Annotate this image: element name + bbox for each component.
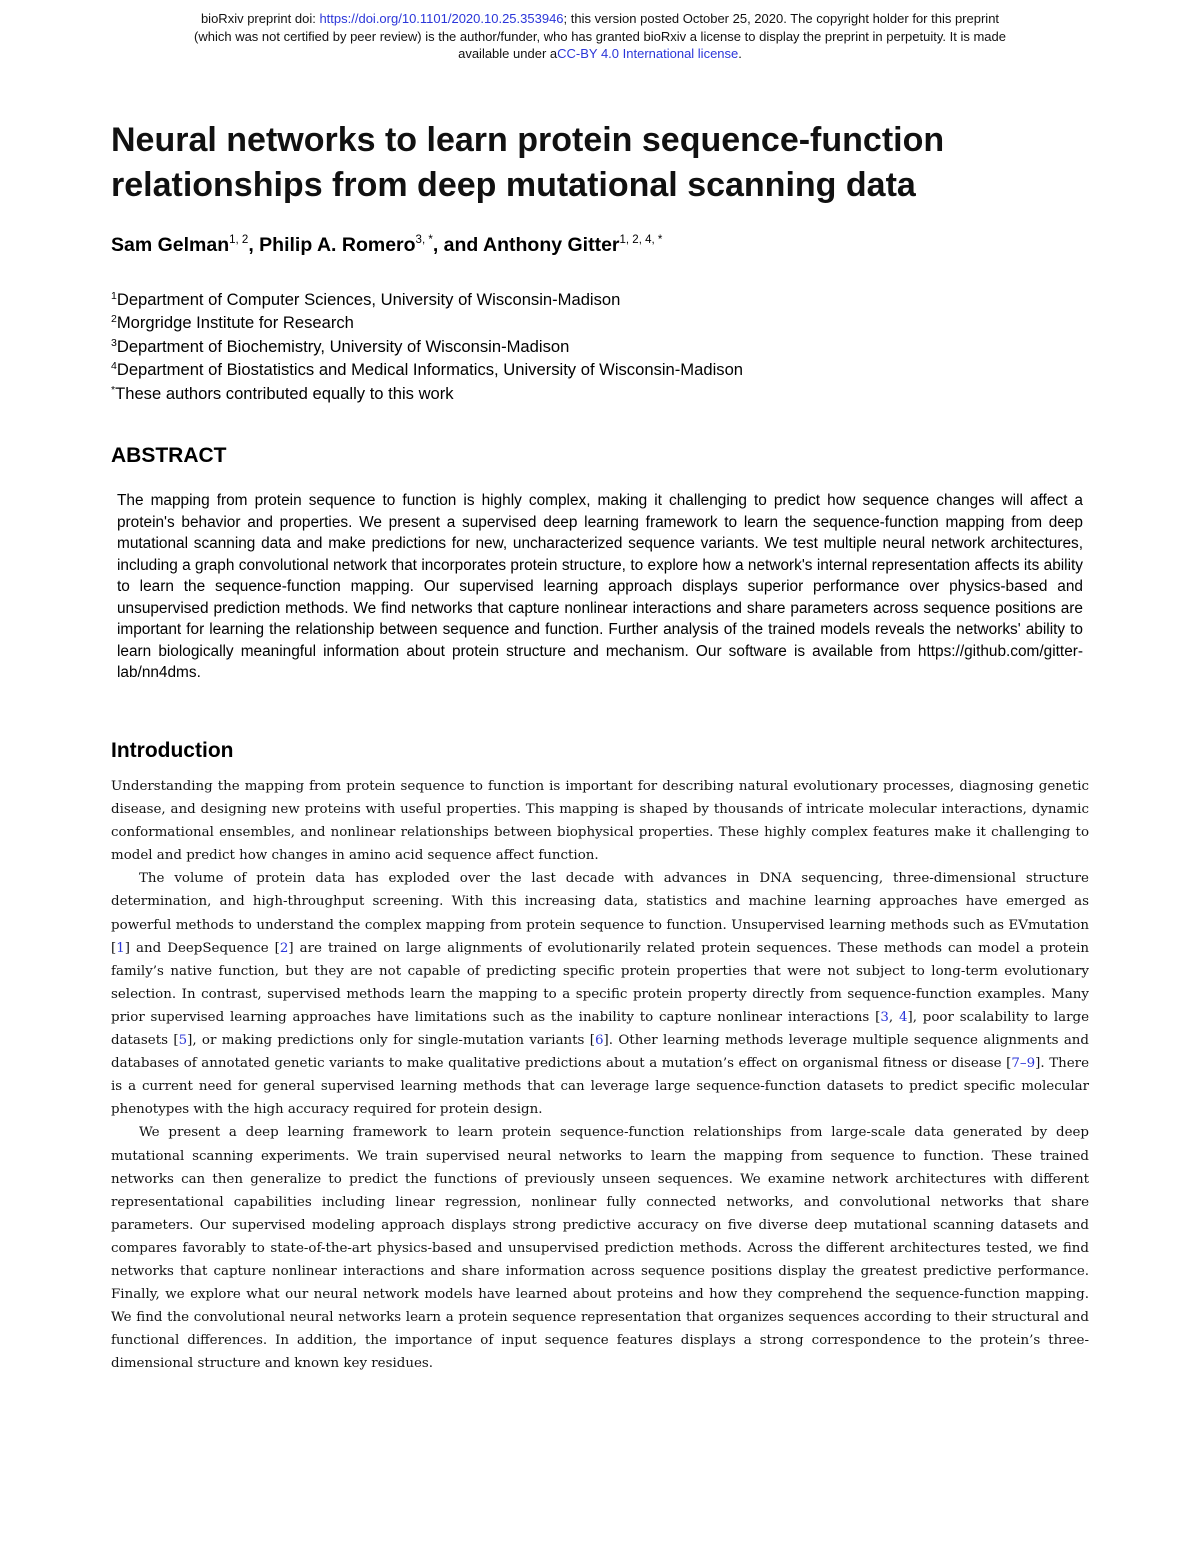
paragraph-text: We present a deep learning framework to learn protein sequence-function relationships from large-scale data generated by deep mutational scanning experiments. We train supervised neural networks to learn the mapping from sequence to function. These trained networks can then generalize to predict the functions of previously unseen sequences. We examine network architectures with different representational capabilities including linear regression, nonlinear fully connected networks, and convolutional networks that share parameters. Our supervised modeling approach displays strong predictive accuracy on five diverse deep mutational scanning datasets and compares favorably to state-of-the-art physics-based and unsupervised prediction methods. Across the different architectures tested, we find networks that capture nonlinear interactions and share information across sequence positions display the greatest predictive performance. Finally, we explore what our neural network models have learned about proteins and how they comprehend the sequence-function mapping. We find the convolutional neural networks learn a protein sequence representation that organizes sequences according to their structural and functional differences. In addition, the importance of input sequence features displays a strong correspondence to the protein’s three-dimensional structure and known key residues. bbox=[111, 1125, 1089, 1372]
paragraph-text: ], or making predictions only for single-mutation variants [ bbox=[187, 1033, 596, 1049]
paragraph-text: ], poor scalability to large datasets [ bbox=[111, 1009, 1089, 1049]
paragraph-text: ]. There is a current need for general supervised learning methods that can leverage large sequence-function datasets to predict specific molecular phenotypes with the high accuracy required for protein design. bbox=[111, 1056, 1090, 1118]
introduction-paragraph bbox=[111, 775, 1089, 867]
paragraph-text: ] and DeepSequence [ bbox=[124, 940, 280, 956]
citation-link[interactable]: 1 bbox=[116, 940, 125, 956]
author-affil-marks: 3, * bbox=[415, 234, 433, 246]
introduction-paragraph bbox=[111, 867, 1089, 1121]
license-link[interactable]: CC-BY 4.0 International license bbox=[557, 46, 739, 61]
paragraph-text: The volume of protein data has exploded over the last decade with advances in DNA sequencing, three-dimensional structure determination, and high-throughput screening. With this increasing data, statistics and machine learning approaches have emerged as powerful methods to understand the complex mapping from protein sequence to function. Unsupervised learning methods such as EVmutation [ bbox=[111, 871, 1089, 956]
citation-link[interactable]: 6 bbox=[595, 1033, 604, 1049]
affiliation-item: $^1$Department of Computer Sciences, University of Wisconsin-Madison bbox=[111, 290, 621, 309]
preprint-line-3: available under aCC-BY 4.0 International license. bbox=[458, 46, 742, 61]
affiliation-item: *These authors contributed equally to this work bbox=[111, 383, 454, 403]
introduction-paragraph bbox=[111, 1121, 1089, 1375]
title-line-2: relationships from deep mutational scanning data bbox=[111, 166, 916, 204]
abstract-text: The mapping from protein sequence to function is highly complex, making it challenging to predict how sequence changes will affect a protein's behavior and properties. We present a supervised deep learning framework to learn the sequence-function mapping from deep mutational scanning data and make predictions for new, uncharacterized sequence variants. We test multiple neural network architectures, including a graph convolutional network that incorporates protein structure, to explore how a network's internal representation affects its ability to learn the sequence-function mapping. Our supervised learning approach displays superior performance over physics-based and unsupervised prediction methods. We find networks that capture nonlinear interactions and share parameters across sequence positions are important for learning the relationship between sequence and function. Further analysis of the trained models reveals the networks' ability to learn biologically meaningful information about protein structure and mechanism. Our software is available from https://github.com/gitter-lab/nn4dms. bbox=[117, 492, 1083, 681]
preprint-notice bbox=[0, 10, 1200, 63]
paper-title bbox=[111, 118, 1111, 208]
citation-link[interactable]: 7–9 bbox=[1011, 1056, 1036, 1072]
author-name: Philip A. Romero bbox=[259, 234, 416, 256]
introduction-heading: Introduction bbox=[111, 739, 234, 762]
citation-link[interactable]: 2 bbox=[279, 940, 289, 956]
author-list: Sam Gelman$^{1, 2}$, Philip A. Romero$^{3, *}$, and Anthony Gitter$^{1, 2, 4, *}$ bbox=[111, 234, 663, 256]
affiliation-item: $^3$Department of Biochemistry, University of Wisconsin-Madison bbox=[111, 336, 570, 356]
affiliation-list bbox=[111, 288, 743, 405]
author-affil-marks: 1, 2, 4, * bbox=[619, 234, 663, 246]
title-line-1: Neural networks to learn protein sequence-function bbox=[111, 121, 945, 159]
author-name: Sam Gelman bbox=[111, 234, 230, 256]
paragraph-text: ] are trained on large alignments of evolutionarily related protein sequences. These methods can model a protein family’s native function, but they are not capable of predicting specific protein properties that were not subject to long-term evolutionary selection. In contrast, supervised methods learn the mapping to a specific protein property directly from sequence-function examples. Many prior supervised learning approaches have limitations such as the inability to capture nonlinear interactions [ bbox=[111, 940, 1089, 1025]
preprint-line-1: bioRxiv preprint doi: https://doi.org/10.1101/2020.10.25.353946; this version posted October 25, 2020. The copyright holder for this preprint bbox=[200, 11, 1000, 26]
citation-link[interactable]: 3 bbox=[880, 1009, 889, 1025]
preprint-line-2: (which was not certified by peer review) is the author/funder, who has granted bioRxiv a license to display the preprint in perpetuity. It is made bbox=[194, 28, 1006, 44]
paragraph-text: , bbox=[888, 1009, 899, 1025]
author-name: Anthony Gitter bbox=[483, 234, 620, 256]
affiliation-item: $^4$Department of Biostatistics and Medical Informatics, University of Wisconsin-Madison bbox=[111, 360, 744, 380]
introduction-body bbox=[111, 775, 1089, 1375]
citation-link[interactable]: 5 bbox=[178, 1033, 188, 1049]
paragraph-text: Understanding the mapping from protein sequence to function is important for describing natural evolutionary processes, diagnosing genetic disease, and designing new proteins with useful properties. This mapping is shaped by thousands of intricate molecular interactions, dynamic conformational ensembles, and nonlinear relationships between biophysical properties. These highly complex features make it challenging to model and predict how changes in amino acid sequence affect function. bbox=[111, 779, 1089, 864]
doi-link[interactable]: https://doi.org/10.1101/2020.10.25.353946 bbox=[319, 11, 564, 26]
author-affil-marks: 1, 2 bbox=[229, 234, 249, 246]
paragraph-text: ]. Other learning methods leverage multiple sequence alignments and databases of annotated genetic variants to make qualitative predictions about a mutation’s effect on organismal fitness or disease [ bbox=[111, 1033, 1090, 1072]
citation-link[interactable]: 4 bbox=[898, 1009, 908, 1025]
affiliation-item: $^2$Morgridge Institute for Research bbox=[111, 313, 354, 333]
abstract-heading: ABSTRACT bbox=[111, 444, 227, 467]
